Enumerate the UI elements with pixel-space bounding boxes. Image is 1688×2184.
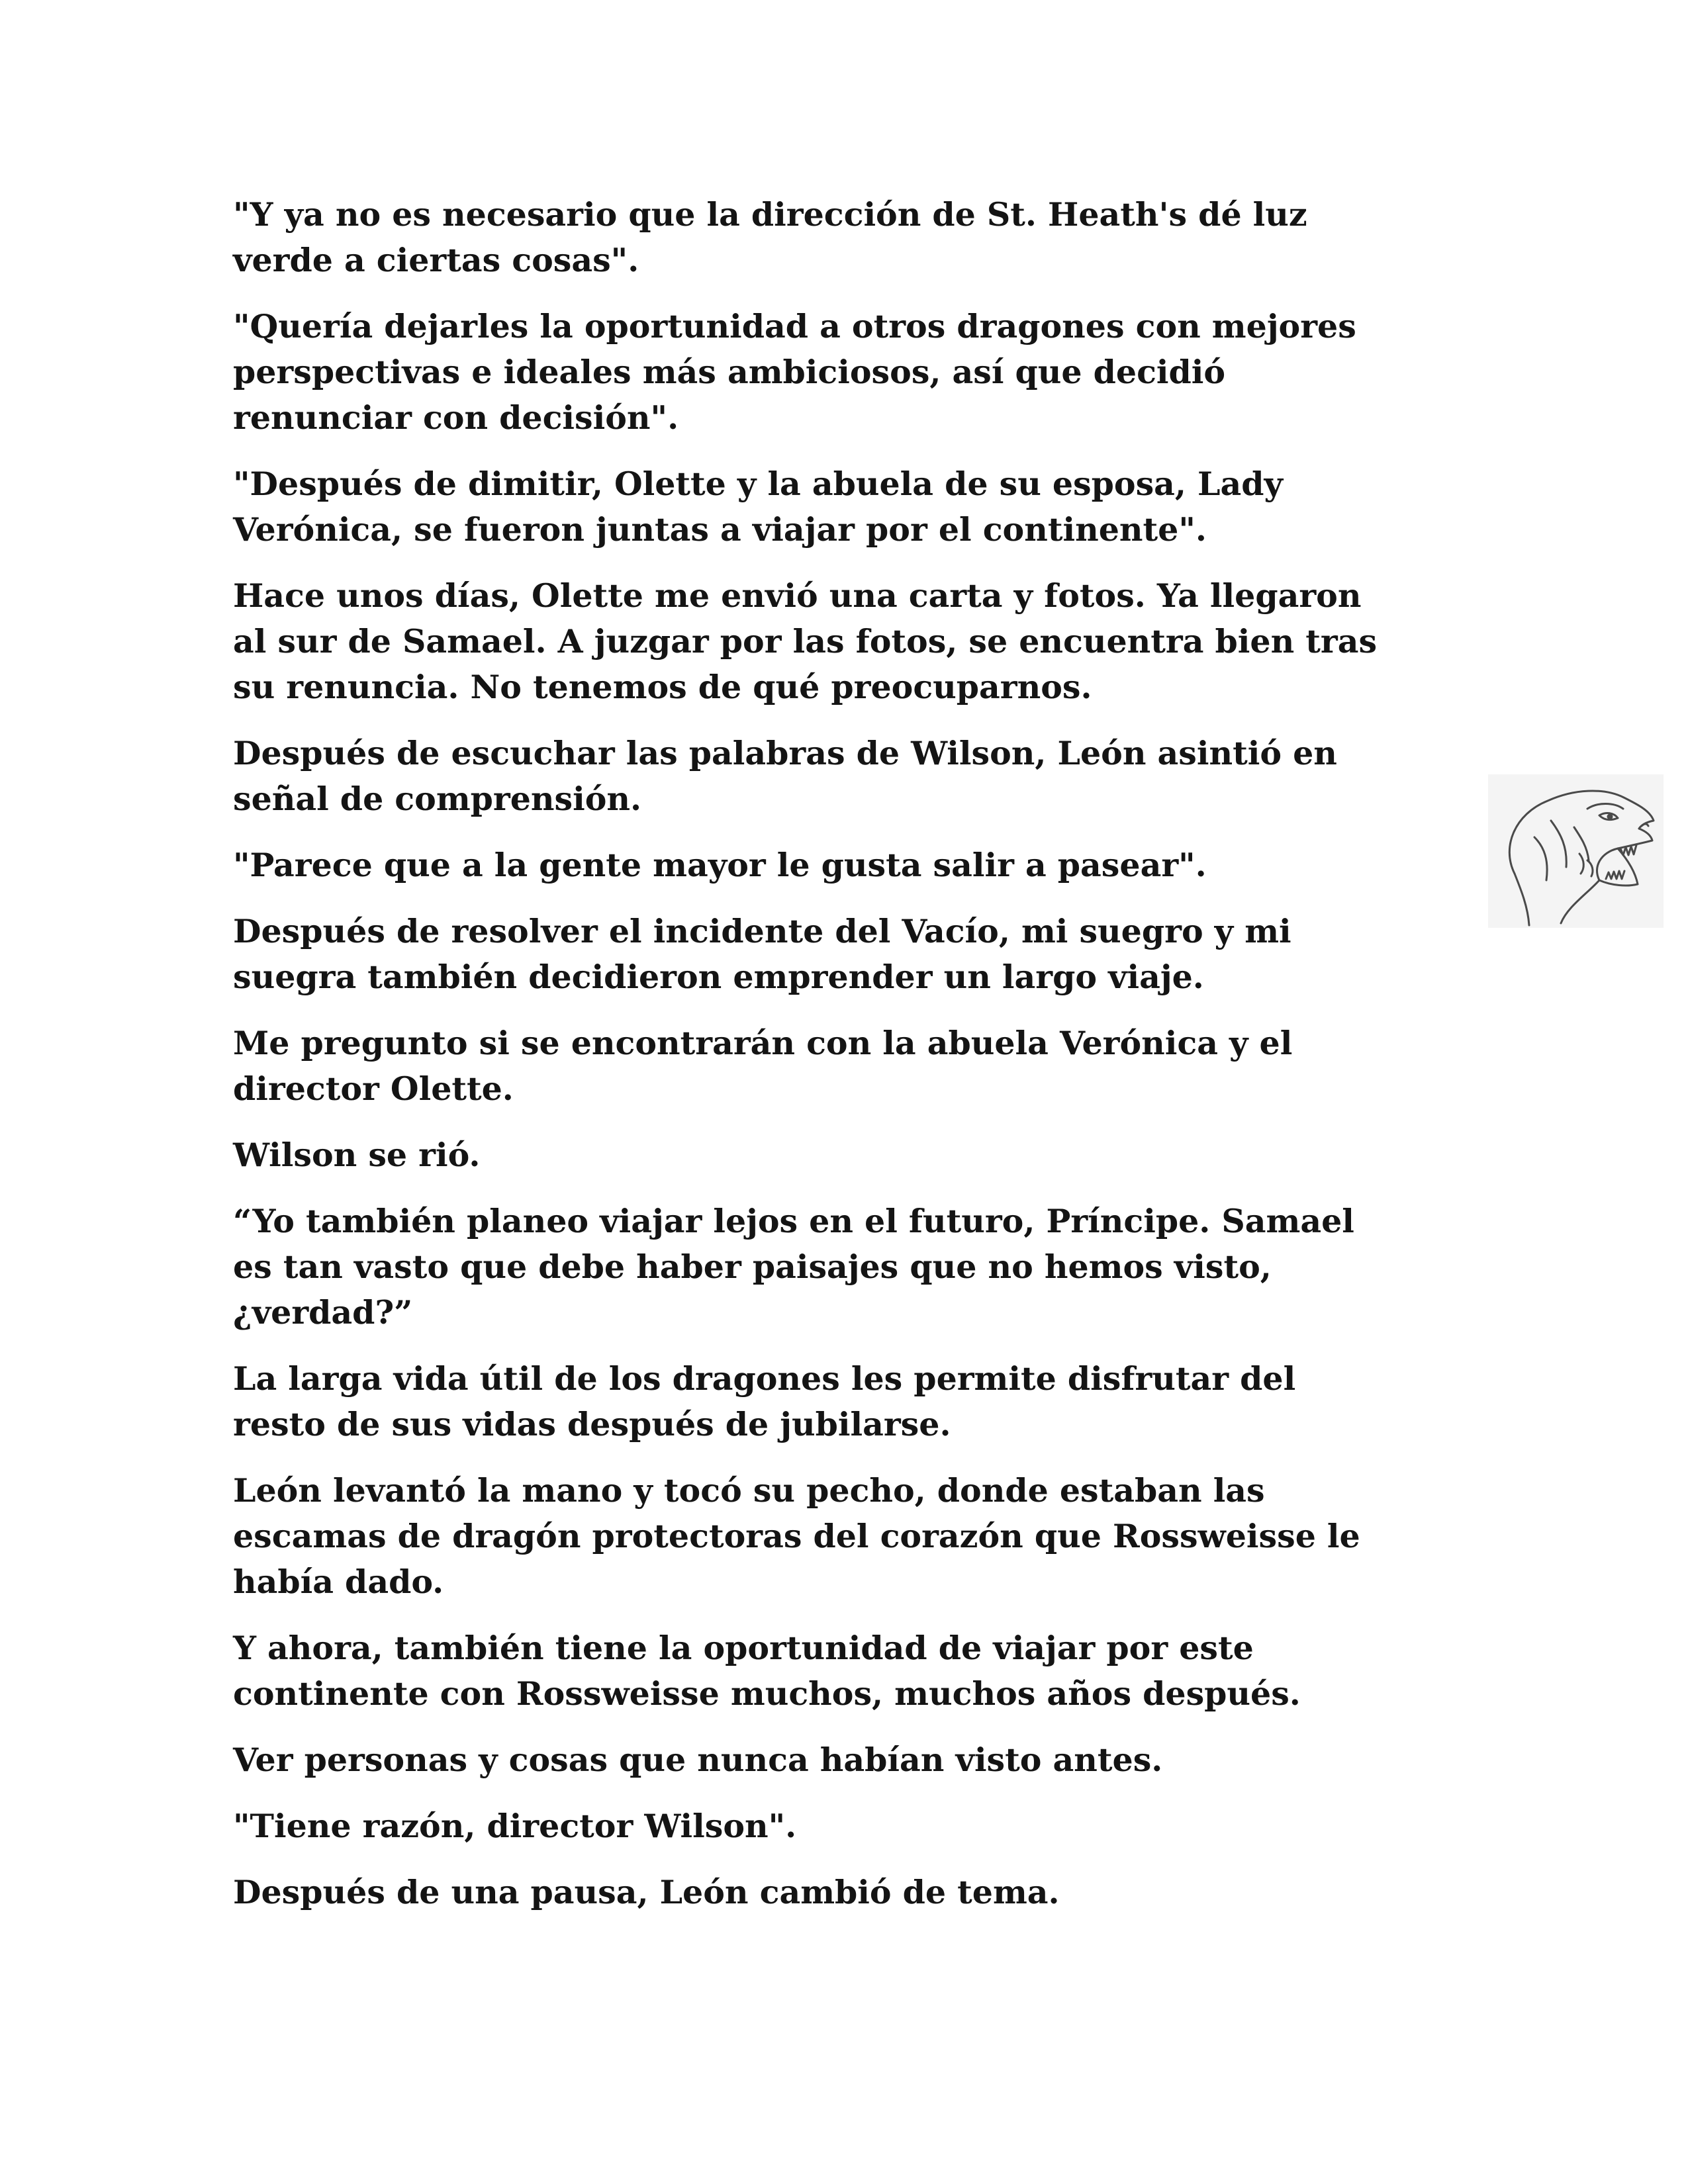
- paragraph: Después de una pausa, León cambió de tema.: [233, 1873, 1060, 1911]
- paragraph: “Yo también planeo viajar lejos en el futuro, Príncipe. Samael es tan vasto que debe haber paisajes que no hemos visto, ¿verdad?”: [233, 1202, 1354, 1332]
- paragraph: Después de escuchar las palabras de Wilson, León asintió en señal de comprensión.: [233, 734, 1337, 818]
- paragraph: "Parece que a la gente mayor le gusta salir a pasear".: [233, 846, 1207, 884]
- paragraph: Hace unos días, Olette me envió una carta y fotos. Ya llegaron al sur de Samael. A juzgar por las fotos, se encuentra bien tras su renuncia. No tenemos de qué preocuparnos.: [233, 576, 1378, 706]
- paragraph: "Tiene razón, director Wilson".: [233, 1807, 797, 1845]
- paragraph: León levantó la mano y tocó su pecho, donde estaban las escamas de dragón protectoras del corazón que Rossweisse le había dado.: [233, 1471, 1360, 1601]
- paragraph: Ver personas y cosas que nunca habían visto antes.: [233, 1741, 1163, 1779]
- paragraph: Me pregunto si se encontrarán con la abuela Verónica y el director Olette.: [233, 1024, 1293, 1108]
- paragraph: La larga vida útil de los dragones les permite disfrutar del resto de sus vidas después de jubilarse.: [233, 1359, 1296, 1443]
- paragraph: "Quería dejarles la oportunidad a otros dragones con mejores perspectivas e ideales más ambiciosos, así que decidió renunciar con decisión".: [233, 307, 1356, 437]
- paragraph: Después de resolver el incidente del Vacío, mi suegro y mi suegra también decidieron emprender un largo viaje.: [233, 912, 1291, 996]
- paragraph: Y ahora, también tiene la oportunidad de viajar por este continente con Rossweisse muchos, muchos años después.: [233, 1629, 1301, 1713]
- dinosaur-head-icon: [1488, 774, 1664, 928]
- paragraph: Wilson se rió.: [233, 1136, 481, 1174]
- paragraph: "Y ya no es necesario que la dirección de St. Heath's dé luz verde a ciertas cosas".: [233, 195, 1307, 279]
- paragraph: "Después de dimitir, Olette y la abuela de su esposa, Lady Verónica, se fueron juntas a viajar por el continente".: [233, 465, 1283, 549]
- body-text: [233, 192, 1464, 1936]
